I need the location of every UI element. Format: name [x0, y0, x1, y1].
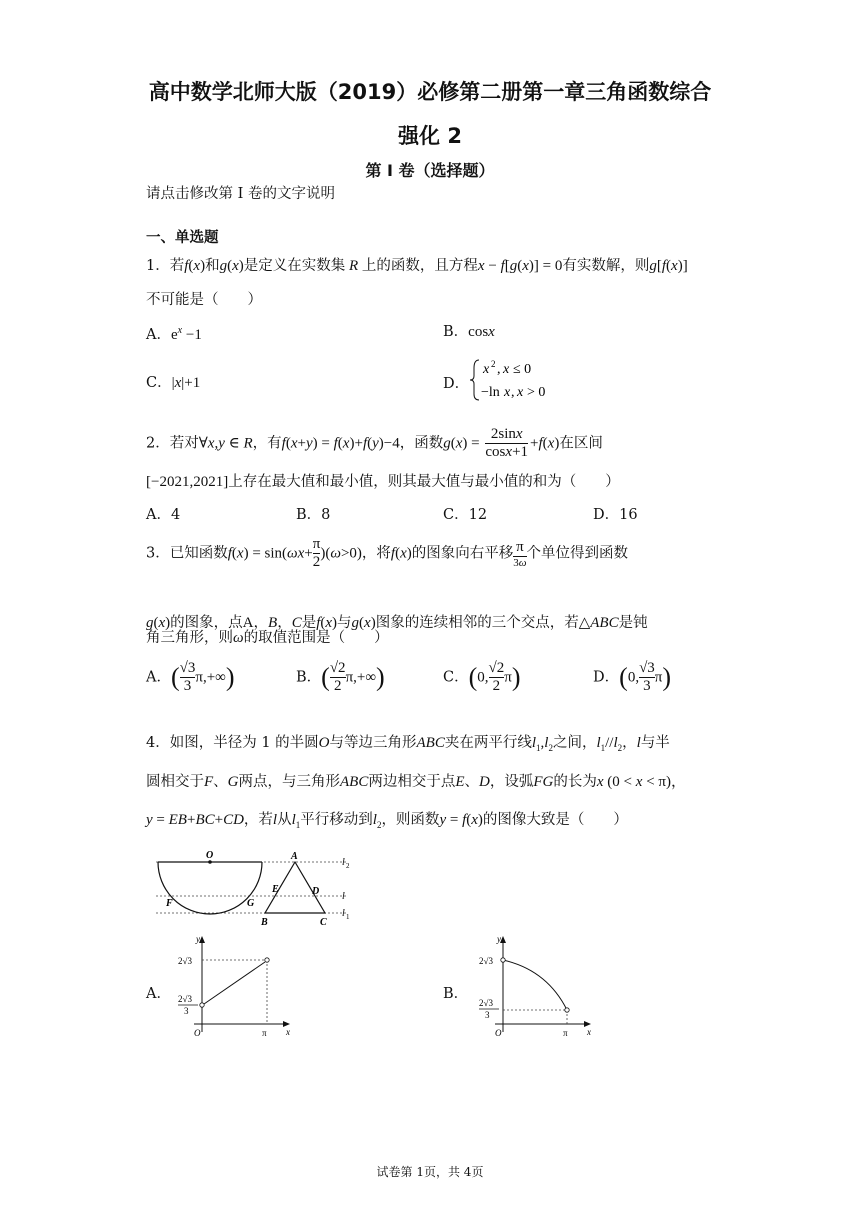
q3-option-d[interactable]: D．(0, $\frac{√3}{3}$ π): [593, 660, 672, 694]
svg-text:y: y: [497, 934, 501, 944]
q4-option-a-graph: [176, 932, 296, 1040]
svg-text:x: x: [587, 1027, 591, 1037]
svg-text:,: ,: [497, 362, 501, 377]
svg-text:F: F: [166, 898, 173, 909]
volume-note[interactable]: 请点击修改第 I 卷的文字说明: [146, 186, 335, 202]
q4-option-b[interactable]: B．: [443, 986, 469, 1002]
q4-option-b-graph: [477, 932, 597, 1040]
svg-text:2√3: 2√3: [178, 994, 192, 1004]
semicircle-triangle-figure: [150, 848, 370, 930]
question-2-line2: [−2021,2021]上存在最大值和最小值，则其最大值与最小值的和为（ ）: [146, 474, 620, 490]
svg-text:G: G: [247, 898, 255, 909]
svg-text:2: 2: [491, 359, 496, 369]
q2-option-d[interactable]: D．16: [593, 507, 638, 523]
svg-text:x: x: [503, 362, 510, 377]
svg-text:2√3: 2√3: [178, 956, 192, 966]
document-title-line1: 高中数学北师大版（2019）必修第二册第一章三角函数综合: [148, 80, 712, 104]
svg-text:x: x: [483, 362, 490, 377]
section-heading: 一、单选题: [146, 230, 219, 246]
volume-heading: 第 I 卷（选择题）: [365, 161, 495, 180]
q3-option-b[interactable]: B．( $\frac{√2}{2}$ π,+∞): [296, 660, 385, 694]
piecewise-function: [469, 356, 579, 404]
svg-text:1: 1: [346, 913, 350, 921]
svg-text:C: C: [320, 917, 327, 928]
q2-option-a[interactable]: A．4: [146, 507, 181, 523]
q3-option-c[interactable]: C．(0, $\frac{√2}{2}$ π): [443, 660, 521, 694]
q3-option-a[interactable]: A．( $\frac{√3}{3}$ π,+∞): [146, 660, 235, 694]
question-1-line1: 1．若f(x)和g(x)是定义在实数集 R 上的函数，且方程x − f[g(x)] = 0有实数解，则g[f(x)]: [146, 258, 688, 274]
svg-text:y: y: [196, 934, 200, 944]
question-3-line2: g(x)的图象，点A，B，C是f(x)与g(x)图象的连续相邻的三个交点，若△ABC是钝: [146, 615, 648, 631]
svg-text:3: 3: [184, 1006, 189, 1016]
svg-text:x: x: [286, 1027, 290, 1037]
question-4-line3: y = EB+BC+CD，若l从$l_1$平行移动到$l_2$，则函数y = f(x)的图像大致是（ ）: [146, 812, 628, 830]
svg-text:l: l: [342, 857, 345, 868]
svg-text:2√3: 2√3: [479, 956, 493, 966]
svg-text:x: x: [504, 385, 511, 400]
question-1-line2: 不可能是（ ）: [146, 292, 262, 308]
svg-text:π: π: [563, 1028, 568, 1038]
q1-option-b[interactable]: B．cosx: [443, 324, 495, 340]
svg-text:π: π: [262, 1028, 267, 1038]
svg-text:> 0: > 0: [527, 385, 546, 400]
svg-text:A: A: [291, 851, 298, 862]
svg-text:l: l: [342, 891, 345, 902]
svg-text:B: B: [261, 917, 268, 928]
svg-text:D: D: [312, 886, 320, 897]
document-title-line2: 强化 2: [398, 124, 462, 148]
svg-text:3: 3: [485, 1010, 490, 1020]
question-3-line3: 角三角形，则ω的取值范围是（ ）: [146, 630, 389, 646]
svg-text:l: l: [342, 908, 345, 919]
question-4-line1: 4．如图，半径为 1 的半圆O与等边三角形ABC夹在两平行线$l_1,l_2$之间，$l_1//l_2$，l与半: [146, 735, 670, 753]
svg-text:O: O: [206, 850, 214, 861]
q1-option-a[interactable]: A．$e^x -1$: [146, 325, 202, 343]
question-2-line1: 2．若对∀x,y ∈ R，有f(x+y) = f(x)+f(y)−4，函数g(x) = $\frac{2\sin x}{\cos x+1}$ +f(x)在区间: [146, 426, 603, 460]
q4-option-a[interactable]: A．: [146, 986, 171, 1002]
svg-text:2√3: 2√3: [479, 998, 493, 1008]
svg-text:≤ 0: ≤ 0: [513, 362, 532, 377]
svg-text:−ln: −ln: [481, 385, 500, 400]
svg-text:x: x: [517, 385, 524, 400]
question-4-line2: 圆相交于F、G两点，与三角形ABC两边相交于点E、D，设弧FG的长为x (0 < x < π)，: [146, 774, 686, 790]
svg-text:E: E: [272, 884, 279, 895]
q2-option-c[interactable]: C．12: [443, 507, 488, 523]
q1-option-c[interactable]: C．|x|+1: [146, 375, 201, 391]
svg-text:O: O: [495, 1028, 502, 1038]
svg-text:,: ,: [511, 385, 515, 400]
svg-text:2: 2: [346, 862, 350, 870]
q2-option-b[interactable]: B．8: [296, 507, 331, 523]
page-footer: 试卷第 1页，共 4页: [376, 1165, 484, 1179]
question-3-line1: 3．已知函数f(x) = sin(ωx+ $\frac{\pi}{2}$ )(ω>0)，将f(x)的图象向右平移 π 3ω 个单位得到函数: [146, 536, 629, 570]
svg-text:O: O: [194, 1028, 201, 1038]
